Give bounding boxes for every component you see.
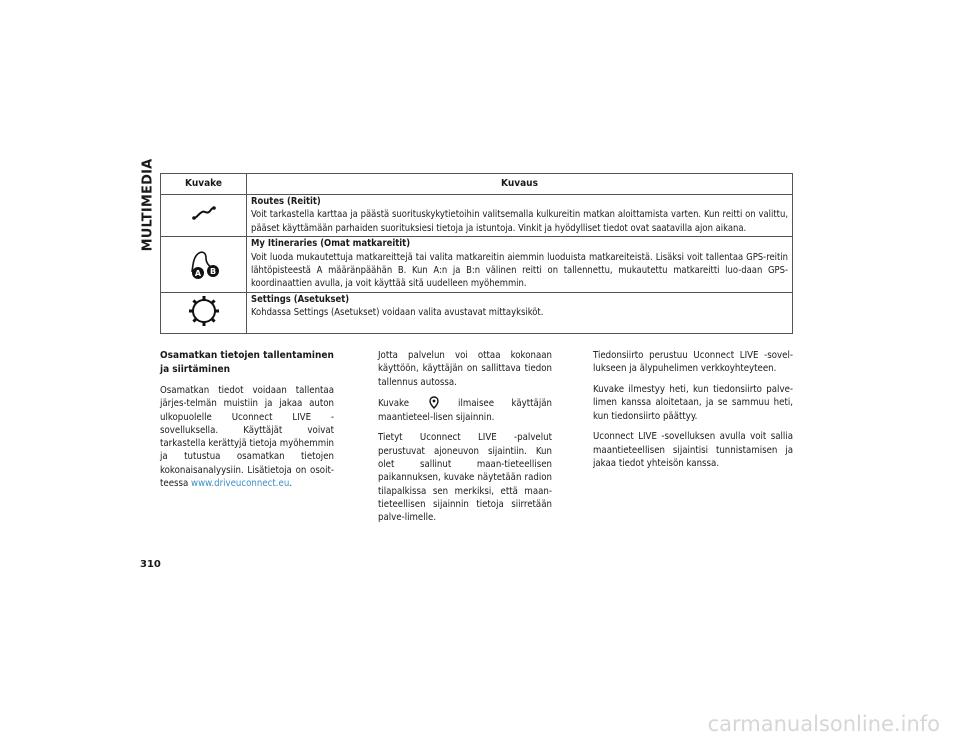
itinerary-ab-icon <box>182 243 226 281</box>
table-header-icon: Kuvake <box>161 174 247 195</box>
watermark: carmanualsonline.info <box>707 712 940 736</box>
table-icon-cell <box>161 292 247 333</box>
table-row <box>161 292 793 333</box>
section-heading: Osamatkan tietojen tallentaminen ja siirtäminen <box>160 350 334 375</box>
paragraph <box>378 396 552 424</box>
paragraph: Tiedonsiirto perustuu Uconnect LIVE -sovel-lukseen ja älypuhelimen verkkoyhteyteen. <box>593 350 793 375</box>
table-row <box>161 237 793 293</box>
paragraph <box>160 384 334 490</box>
table-desc-cell <box>247 237 793 293</box>
svg-text:B: B <box>209 267 216 277</box>
text-column-2 <box>378 349 552 532</box>
table-row <box>161 195 793 237</box>
page-number: 310 <box>140 559 161 570</box>
icon-description-table <box>160 173 793 334</box>
paragraph-text: Kuvake <box>378 398 410 410</box>
paragraph: Kuvake ilmestyy heti, kun tiedonsiirto palve-limen kanssa aloitetaan, ja se sammuu heti, kun tiedonsiirto päättyy. <box>593 384 793 422</box>
row-description: Kohdassa Settings (Asetukset) voidaan valita avustavat mittayksiköt. <box>251 307 544 319</box>
route-icon <box>191 203 217 223</box>
website-link[interactable]: www.driveuconnect.eu <box>191 478 290 490</box>
table-header-row <box>161 174 793 195</box>
text-column-1 <box>160 349 334 498</box>
table-desc-cell <box>247 292 793 333</box>
paragraph: Tietyt Uconnect LIVE -palvelut perustuvat ajoneuvon sijaintiin. Kun olet sallinut maan-tieteellisen paikannuksen, kuvake näytetään radion tilapalkissa sen merkiksi, että maan-tieteellisen sijainnin tietoja siirretään palve-limelle. <box>378 432 552 524</box>
paragraph: Jotta palvelun voi ottaa kokonaan käyttöön, käyttäjän on sallittava tiedon tallennus autossa. <box>378 350 552 388</box>
table-icon-cell <box>161 195 247 237</box>
paragraph: Uconnect LIVE -sovelluksen avulla voit sallia maantieteellisen sijaintisi tunnistamisen ja jakaa tiedot yhteisön kanssa. <box>593 431 793 470</box>
table-desc-cell <box>247 195 793 237</box>
row-title: Routes (Reitit) <box>251 196 321 207</box>
paragraph-text: ilmaisee käyttäjän maantieteel-lisen sijainnin. <box>378 398 552 423</box>
row-description: Voit luoda mukautettuja matkareittejä tai valita matkareitin aiemmin luoduista matkareiteistä. Lisäksi voit tallentaa GPS-reitin lähtöpisteestä A määränpäähän B. Kun A:n ja B:n välinen reitti on tallennettu, mukautettu matkareitti luo-daan GPS-koordinaattien avulla, ja voit käyttää sitä uudelleen myöhemmin. <box>251 251 788 290</box>
section-side-title <box>136 158 160 252</box>
row-title: My Itineraries (Omat matkareitit) <box>251 238 411 250</box>
svg-text:A: A <box>194 269 201 279</box>
table-icon-cell <box>161 237 247 293</box>
paragraph-text: Osamatkan tiedot voidaan tallentaa järjes-telmän muistiin ja jakaa auton ulkopuolelle Uconnect LIVE -sovelluksella. Käyttäjät voivat tarkastella kerättyjä tietoja myöhemmin ja tutustua osamatkan tietojen kokonaisanalyysiin. Lisätietoja on osoit-teessa <box>160 385 334 490</box>
paragraph-suffix: . <box>289 478 293 490</box>
text-column-3 <box>593 349 793 478</box>
section-side-title-text: MULTIMEDIA <box>140 158 156 252</box>
settings-gear-icon <box>186 293 222 329</box>
table-header-description: Kuvaus <box>247 174 793 195</box>
row-description: Voit tarkastella karttaa ja päästä suorituskykytietoihin valitsemalla kulkureitin matkan aloittamista varten. Kun reitti on valittu, pääset käyttämään parhaiden suorituksiesi tietoja ja istuntoja. Vinkit ja hyödylliset tiedot ovat saatavilla ajon aikana. <box>251 209 788 234</box>
location-pin-icon <box>429 396 439 409</box>
row-title: Settings (Asetukset) <box>251 293 350 305</box>
